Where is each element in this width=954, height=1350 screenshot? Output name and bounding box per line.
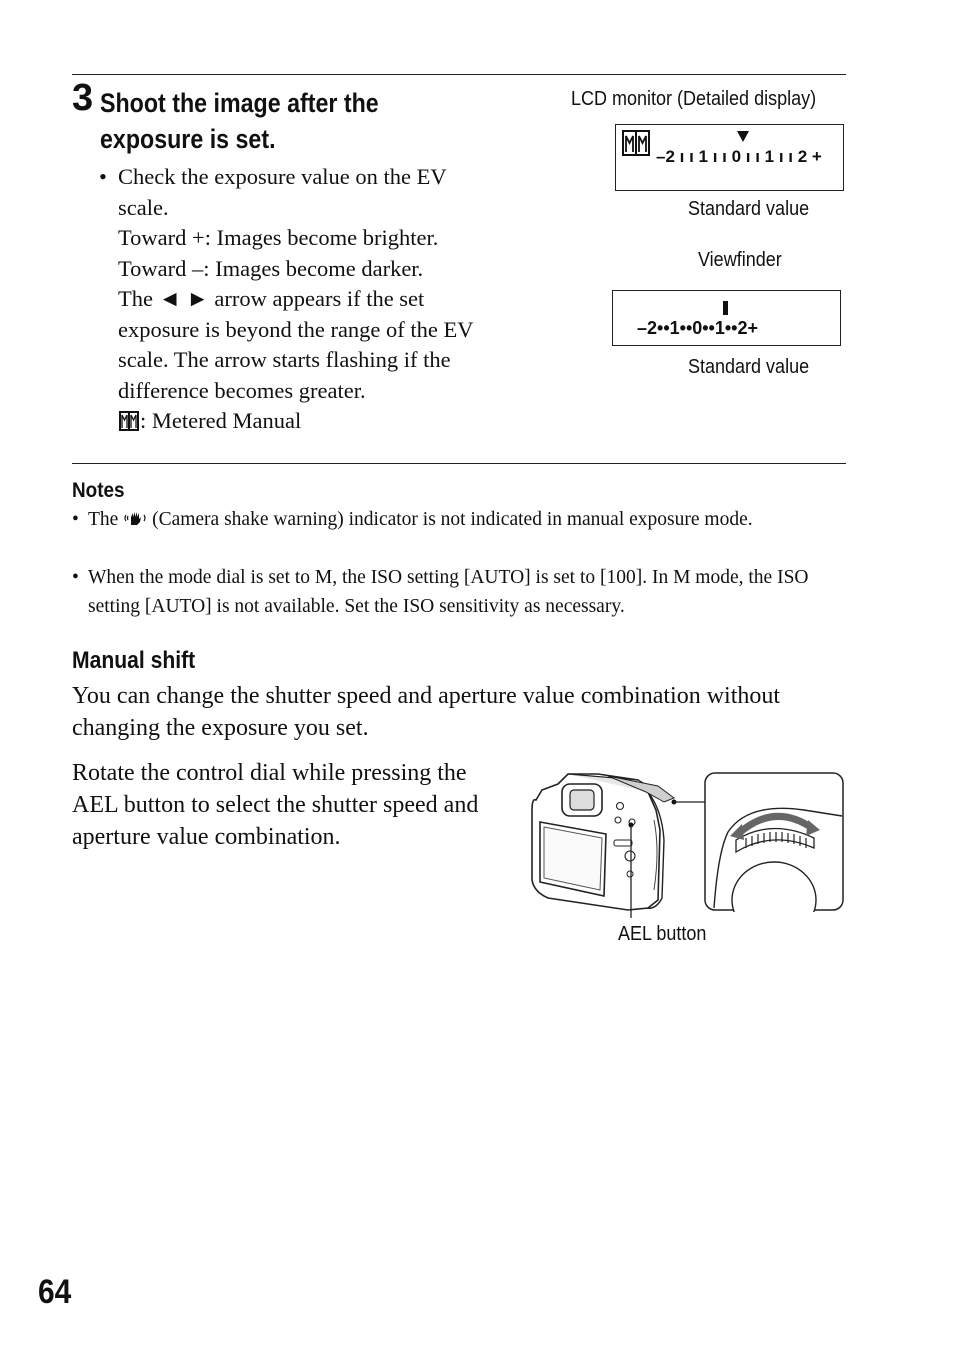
manual-shift-paragraph: You can change the shutter speed and aperture value combination without changing the exposure you set. <box>72 683 781 741</box>
standard-indicator-bar <box>723 301 728 315</box>
lcd-display <box>615 124 844 191</box>
step-title-line2: exposure is set. <box>100 124 276 154</box>
standard-value-label: Standard value <box>688 356 810 378</box>
step-number: 3 <box>72 77 94 119</box>
viewfinder-caption: Viewfinder <box>698 249 782 271</box>
bullet: • <box>72 567 79 588</box>
metered-manual-icon <box>622 130 650 156</box>
viewfinder-display <box>612 290 841 346</box>
step-line: difference becomes greater. <box>118 377 366 403</box>
step-line: Toward +: Images become brighter. <box>118 225 439 250</box>
metered-manual-line <box>118 406 518 437</box>
ael-button-label: AEL button <box>618 923 707 945</box>
step-line: The ◄ ► arrow appears if the set <box>118 286 425 311</box>
lcd-monitor-caption: LCD monitor (Detailed display) <box>571 88 817 110</box>
step-line: Toward –: Images become darker. <box>118 255 424 281</box>
camera-shake-warning-icon <box>123 509 147 527</box>
notes-heading: Notes <box>72 479 125 502</box>
note-1-pre: The <box>88 509 119 530</box>
note-1 <box>88 505 848 534</box>
top-rule <box>72 74 846 75</box>
page-number: 64 <box>38 1273 72 1311</box>
step-description <box>118 162 518 437</box>
step-line: exposure is beyond the range of the EV <box>118 316 474 342</box>
bullet: • <box>99 164 107 189</box>
metered-manual-text: : Metered Manual <box>140 408 302 433</box>
manual-shift-heading: Manual shift <box>72 647 196 674</box>
step-title-line1: Shoot the image after the <box>100 88 379 118</box>
metered-manual-icon <box>118 410 140 432</box>
standard-value-label: Standard value <box>688 198 810 220</box>
note-2: When the mode dial is set to M, the ISO setting [AUTO] is set to [100]. In M mode, the ISO setting [AUTO] is not available. Set the ISO sensitivity as necessary. <box>88 567 809 617</box>
step-title <box>100 85 410 157</box>
step-line: scale. The arrow starts flashing if the <box>118 347 451 372</box>
viewfinder-ev-scale: –2••1••0••1••2+ <box>637 318 758 338</box>
manual-shift-instruction: Rotate the control dial while pressing the AEL button to select the shutter speed and aperture value combination. <box>72 760 479 850</box>
control-dial-illustration <box>704 772 844 912</box>
section-rule <box>72 463 846 464</box>
note-1-text: (Camera shake warning) indicator is not indicated in manual exposure mode. <box>152 509 753 530</box>
lcd-ev-scale: –2 ı ı 1 ı ı 0 ı ı 1 ı ı 2 + <box>656 147 822 166</box>
step-line: Check the exposure value on the EV <box>118 164 447 189</box>
camera-back-illustration <box>528 770 708 920</box>
step-line: scale. <box>118 194 169 220</box>
bullet: • <box>72 509 79 530</box>
